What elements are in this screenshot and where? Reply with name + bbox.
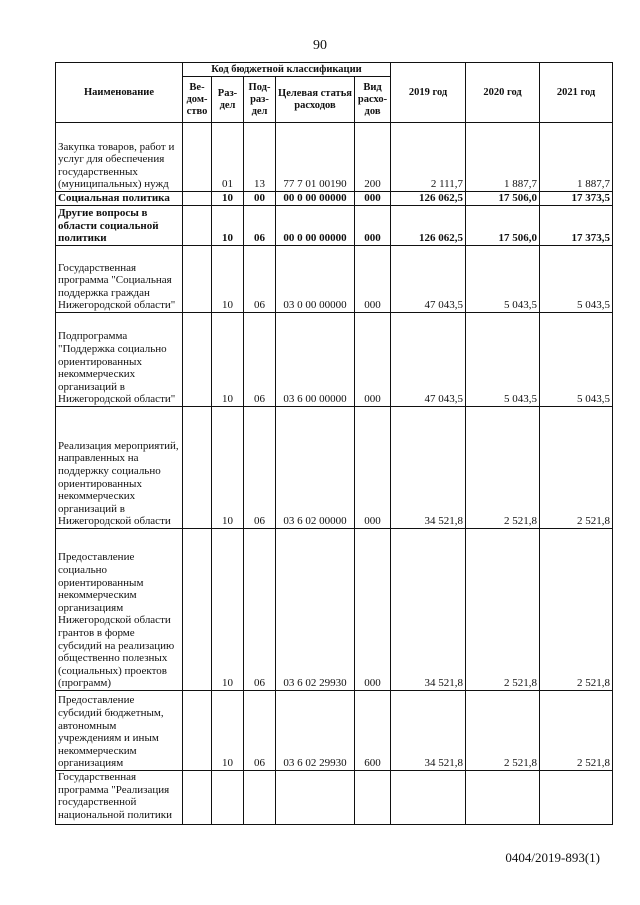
- row-statya: 00 0 00 00000: [276, 192, 355, 206]
- row-2021: 17 373,5: [540, 192, 613, 206]
- row-razdel: 10: [212, 246, 244, 313]
- row-podrazdel: 06: [244, 206, 276, 246]
- row-razdel: 10: [212, 313, 244, 407]
- document-code: 0404/2019-893(1): [505, 850, 600, 865]
- row-name: Государственная программа "Реализация государственной национальной политики: [56, 771, 183, 825]
- table-row: [56, 123, 613, 192]
- row-name: Подпрограмма "Поддержка социально ориентированных некоммерческих организаций в Нижегородской области": [56, 313, 183, 407]
- header-2020: 2020 год: [466, 63, 540, 123]
- header-name: Наименование: [56, 63, 183, 123]
- budget-table: [55, 62, 613, 825]
- row-statya: 03 6 02 00000: [276, 407, 355, 529]
- row-podrazdel: 06: [244, 407, 276, 529]
- row-ved: [183, 529, 212, 691]
- row-razdel: 10: [212, 691, 244, 771]
- row-statya: 03 0 00 00000: [276, 246, 355, 313]
- row-name: Закупка товаров, работ и услуг для обеспечения государственных (муниципальных) нужд: [56, 123, 183, 192]
- row-name: Предоставление субсидий бюджетным, автономным учреждениям и иным некоммерческим организациям: [56, 691, 183, 771]
- row-2021: 2 521,8: [540, 529, 613, 691]
- row-ved: [183, 313, 212, 407]
- table-row: [56, 407, 613, 529]
- header-classification-code: Код бюджетной классификации: [183, 63, 391, 77]
- row-2020: 5 043,5: [466, 246, 540, 313]
- row-2019: 2 111,7: [391, 123, 466, 192]
- table-row: [56, 246, 613, 313]
- row-2020: 17 506,0: [466, 192, 540, 206]
- table-row: [56, 771, 613, 825]
- row-2021: 2 521,8: [540, 407, 613, 529]
- row-statya: 03 6 02 29930: [276, 529, 355, 691]
- row-name: Другие вопросы в области социальной политики: [56, 206, 183, 246]
- row-2021: 17 373,5: [540, 206, 613, 246]
- row-statya: 00 0 00 00000: [276, 206, 355, 246]
- row-2020: 2 521,8: [466, 407, 540, 529]
- row-ved: [183, 123, 212, 192]
- row-vid: 600: [355, 691, 391, 771]
- header-statya: Целевая статья расходов: [276, 77, 355, 123]
- row-2020: 2 521,8: [466, 691, 540, 771]
- row-vid: 000: [355, 192, 391, 206]
- row-2020: 5 043,5: [466, 313, 540, 407]
- header-2021: 2021 год: [540, 63, 613, 123]
- row-2021: 5 043,5: [540, 313, 613, 407]
- row-2021: 2 521,8: [540, 691, 613, 771]
- row-razdel: [212, 771, 244, 825]
- row-vid: 000: [355, 313, 391, 407]
- row-2019: [391, 771, 466, 825]
- row-vid: 200: [355, 123, 391, 192]
- row-ved: [183, 771, 212, 825]
- table-row: [56, 691, 613, 771]
- row-2019: 126 062,5: [391, 192, 466, 206]
- row-vid: 000: [355, 407, 391, 529]
- row-2019: 47 043,5: [391, 313, 466, 407]
- row-podrazdel: 06: [244, 246, 276, 313]
- row-vid: 000: [355, 246, 391, 313]
- row-podrazdel: [244, 771, 276, 825]
- page-number: 90: [313, 38, 327, 53]
- row-podrazdel: 13: [244, 123, 276, 192]
- row-ved: [183, 691, 212, 771]
- row-2020: 17 506,0: [466, 206, 540, 246]
- row-2019: 34 521,8: [391, 407, 466, 529]
- header-vedomstvo: Ве-дом-ство: [183, 77, 212, 123]
- header-vid: Вид расхо-дов: [355, 77, 391, 123]
- row-2019: 34 521,8: [391, 529, 466, 691]
- row-razdel: 10: [212, 407, 244, 529]
- table-row: [56, 529, 613, 691]
- row-2020: 2 521,8: [466, 529, 540, 691]
- row-statya: 03 6 00 00000: [276, 313, 355, 407]
- row-vid: 000: [355, 206, 391, 246]
- row-2021: [540, 771, 613, 825]
- row-podrazdel: 06: [244, 529, 276, 691]
- row-statya: 77 7 01 00190: [276, 123, 355, 192]
- row-2021: 5 043,5: [540, 246, 613, 313]
- row-podrazdel: 00: [244, 192, 276, 206]
- row-name: Социальная политика: [56, 192, 183, 206]
- header-2019: 2019 год: [391, 63, 466, 123]
- header-razdel: Раз-дел: [212, 77, 244, 123]
- table-row: [56, 313, 613, 407]
- row-2019: 34 521,8: [391, 691, 466, 771]
- row-statya: [276, 771, 355, 825]
- row-podrazdel: 06: [244, 691, 276, 771]
- row-ved: [183, 407, 212, 529]
- row-podrazdel: 06: [244, 313, 276, 407]
- header-podrazdel: Под-раз-дел: [244, 77, 276, 123]
- row-name: Реализация мероприятий, направленных на поддержку социально ориентированных некоммерческих организаций в Нижегородской области: [56, 407, 183, 529]
- row-razdel: 01: [212, 123, 244, 192]
- row-vid: [355, 771, 391, 825]
- row-2019: 126 062,5: [391, 206, 466, 246]
- row-name: Предоставление социально ориентированным некоммерческим организациям Нижегородской области грантов в форме субсидий на реализацию общественно полезных (социальных) проектов (программ): [56, 529, 183, 691]
- row-ved: [183, 192, 212, 206]
- table-row: [56, 206, 613, 246]
- row-2019: 47 043,5: [391, 246, 466, 313]
- row-2020: 1 887,7: [466, 123, 540, 192]
- row-ved: [183, 246, 212, 313]
- row-2021: 1 887,7: [540, 123, 613, 192]
- row-statya: 03 6 02 29930: [276, 691, 355, 771]
- row-vid: 000: [355, 529, 391, 691]
- row-razdel: 10: [212, 206, 244, 246]
- row-name: Государственная программа "Социальная поддержка граждан Нижегородской области": [56, 246, 183, 313]
- row-razdel: 10: [212, 192, 244, 206]
- row-2020: [466, 771, 540, 825]
- row-razdel: 10: [212, 529, 244, 691]
- row-ved: [183, 206, 212, 246]
- table-row: [56, 192, 613, 206]
